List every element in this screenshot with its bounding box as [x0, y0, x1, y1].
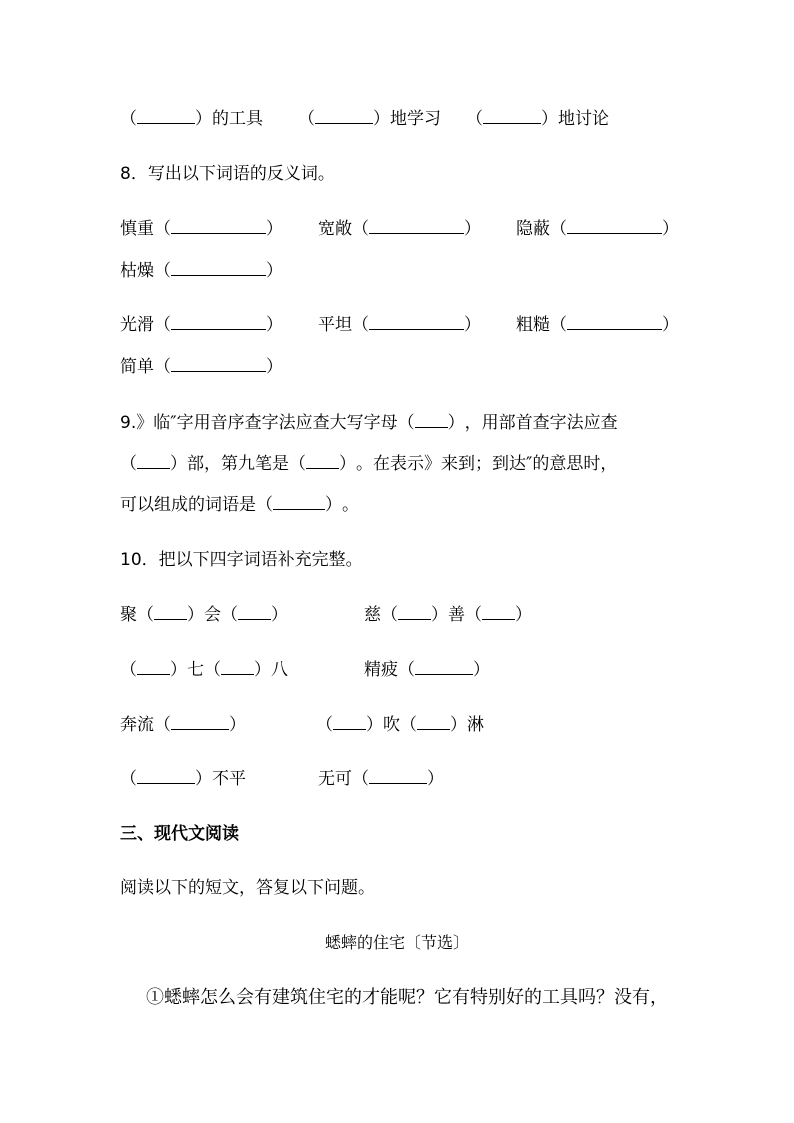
- antonym-item: 光滑（ ）: [120, 312, 283, 337]
- reading-instruction: 阅读以下的短文，答复以下问题。: [120, 878, 375, 898]
- blank[interactable]: （ ）: [466, 106, 558, 131]
- blank[interactable]: （ ）: [550, 216, 679, 241]
- passage-paragraph: ①蟋蟀怎么会有建筑住宅的才能呢？它有特别好的工具吗？没有，: [146, 987, 668, 1008]
- antonym-item: 隐蔽（ ）: [516, 216, 679, 241]
- idiom-item: （ ）不平: [120, 766, 246, 791]
- blank[interactable]: （ ）: [256, 492, 342, 517]
- question-10-title: 10．把以下四字词语补充完整。: [120, 550, 363, 570]
- question-8-title: 8．写出以下词语的反义词。: [120, 164, 335, 184]
- blank[interactable]: （ ）: [400, 712, 467, 737]
- blank[interactable]: （ ）: [298, 106, 390, 131]
- blank[interactable]: （ ）: [154, 258, 283, 283]
- antonym-item: 慎重（ ）: [120, 216, 283, 241]
- idiom-item: （ ）七（ ）八: [120, 657, 288, 682]
- blank[interactable]: （ ）: [352, 766, 444, 791]
- blank[interactable]: （ ）: [120, 451, 187, 476]
- antonym-item: 枯燥（ ）: [120, 258, 283, 283]
- idiom-item: 奔流（ ）: [120, 712, 246, 737]
- blank[interactable]: （ ）: [154, 312, 283, 337]
- fill-row-1: [120, 106, 263, 131]
- idiom-item: 聚（ ）会（ ）: [120, 602, 288, 627]
- word: 的工具: [212, 109, 263, 129]
- question-9-line-3: 可以组成的词语是（ ）。: [120, 492, 359, 517]
- blank[interactable]: （ ）: [352, 312, 481, 337]
- blank[interactable]: （ ）: [137, 602, 204, 627]
- blank[interactable]: （ ）: [154, 712, 246, 737]
- question-9-line-2: （ ）部，第九笔是（ ）。在表示》来到；到达″的意思时，: [120, 451, 617, 476]
- idiom-item: 精疲（ ）: [364, 657, 490, 682]
- idiom-item: 慈（ ）善（ ）: [364, 602, 532, 627]
- blank[interactable]: （ ）: [381, 602, 448, 627]
- blank[interactable]: （ ）: [289, 451, 356, 476]
- passage-title: 蟋蟀的住宅〔节选〕: [324, 933, 469, 952]
- blank[interactable]: （ ）: [204, 657, 271, 682]
- question-9-line-1: 9.》临″字用音序查字法应查大写字母（ ），用部首查字法应查: [120, 410, 618, 435]
- blank[interactable]: （ ）: [154, 354, 283, 379]
- blank[interactable]: （ ）: [550, 312, 679, 337]
- blank[interactable]: （ ）: [221, 602, 288, 627]
- word: 地讨论: [558, 109, 609, 129]
- blank[interactable]: （ ）: [352, 216, 481, 241]
- antonym-item: 平坦（ ）: [318, 312, 481, 337]
- idiom-item: （ ）吹（ ）淋: [316, 712, 484, 737]
- blank[interactable]: （ ）: [120, 106, 212, 131]
- antonym-item: 简单（ ）: [120, 354, 283, 379]
- antonym-item: 宽敞（ ）: [318, 216, 481, 241]
- blank[interactable]: （ ）: [465, 602, 532, 627]
- blank[interactable]: （ ）: [316, 712, 383, 737]
- blank[interactable]: （ ）: [154, 216, 283, 241]
- word: 地学习: [390, 109, 441, 129]
- blank[interactable]: （ ）: [398, 657, 490, 682]
- antonym-item: 粗糙（ ）: [516, 312, 679, 337]
- fill-row-1-b: [298, 106, 441, 131]
- section-heading: 三、现代文阅读: [120, 824, 239, 844]
- fill-row-1-c: [466, 106, 609, 131]
- idiom-item: 无可（ ）: [318, 766, 444, 791]
- blank[interactable]: （ ）: [120, 657, 187, 682]
- blank[interactable]: （ ）: [120, 766, 212, 791]
- blank[interactable]: （ ）: [398, 410, 465, 435]
